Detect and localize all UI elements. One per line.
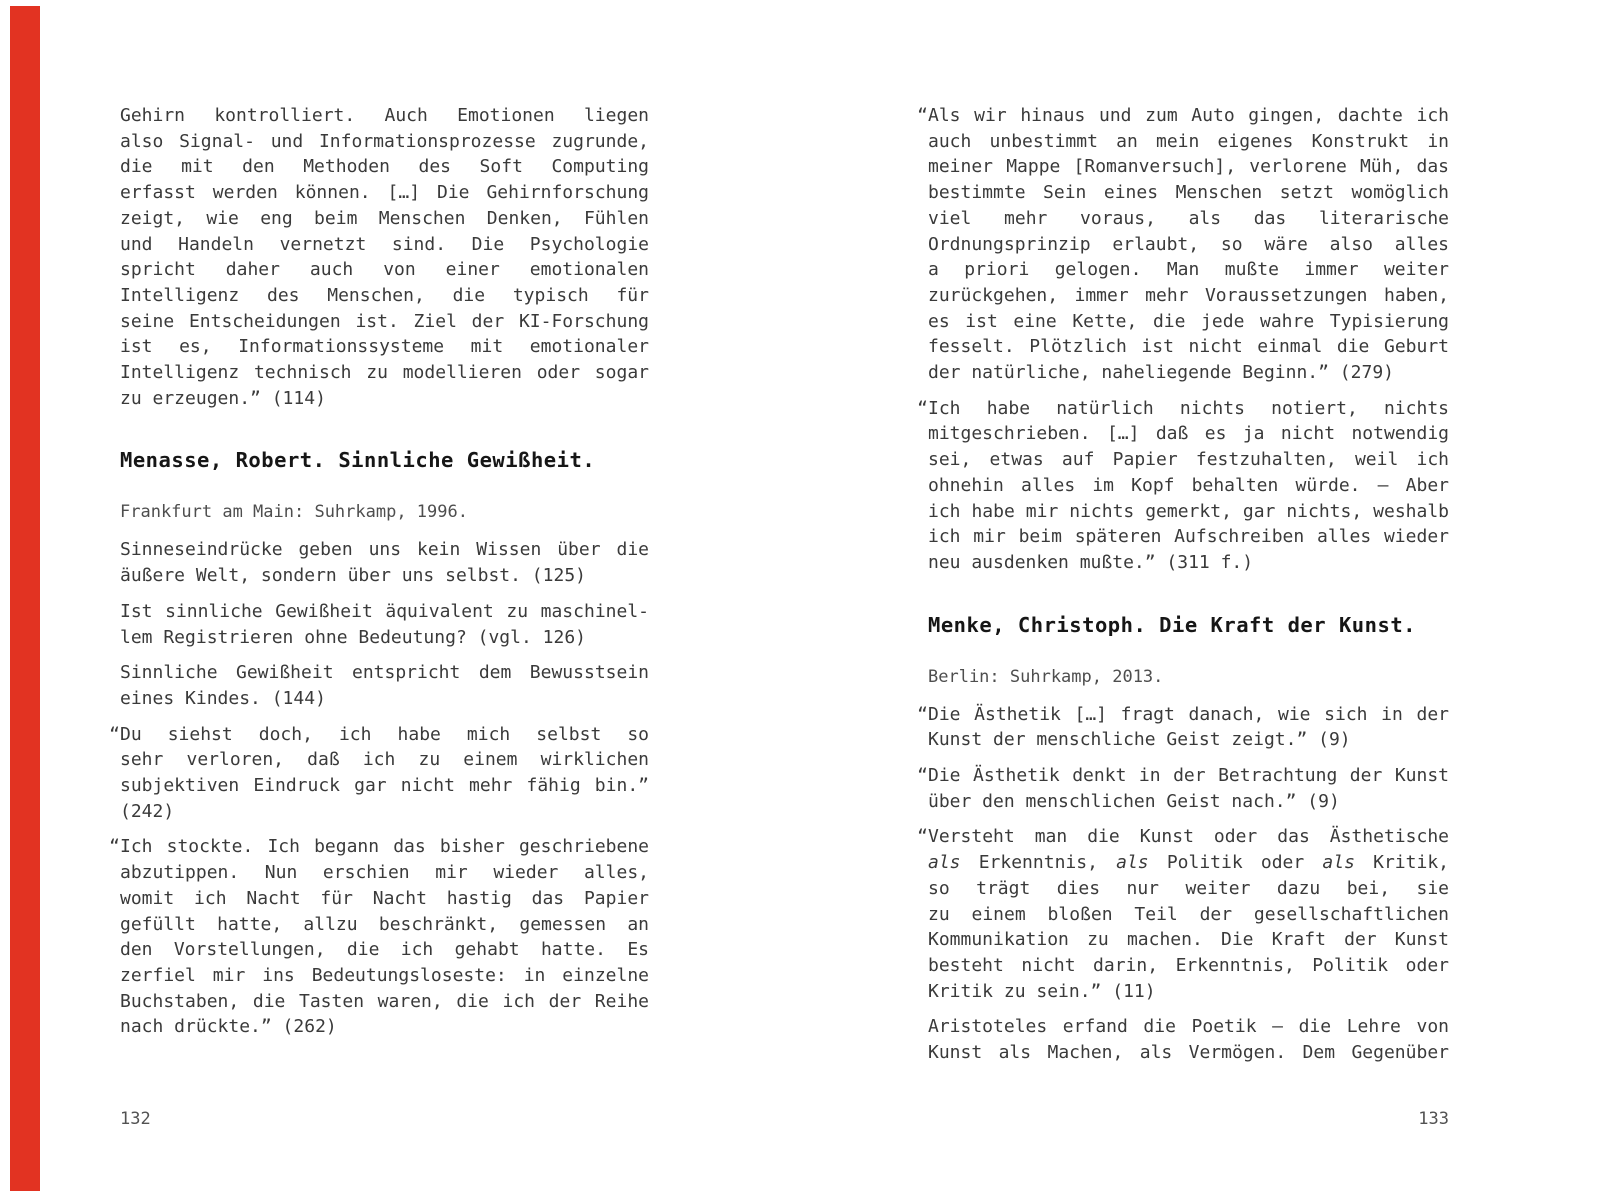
text-line: “Versteht man die Kunst oder das Ästhetische (917, 826, 1449, 848)
text-line: bestimmte Sein eines Menschen setzt womöglich (928, 182, 1449, 204)
text-line: Sinnliche Gewißheit entspricht dem Bewusstsein (120, 662, 649, 684)
page-left-column (109, 103, 649, 1050)
red-edge-stripe (10, 6, 40, 1191)
paragraph (120, 599, 649, 650)
text-line: Sinneseindrücke geben uns kein Wissen über die (120, 539, 649, 561)
text-line: den Vorstellungen, die ich gehabt hatte. Es (120, 939, 649, 961)
paragraph (120, 103, 649, 411)
text-line: Buchstaben, die Tasten waren, die ich der Reihe (120, 990, 649, 1012)
publication-line: Frankfurt am Main: Suhrkamp, 1996. (120, 502, 468, 523)
paragraph (917, 396, 1449, 576)
text-line: die mit den Methoden des Soft Computing (120, 156, 649, 178)
text-line: “Die Ästhetik […] fragt danach, wie sich in der (917, 703, 1449, 725)
text-line: “Du siehst doch, ich habe mich selbst so (109, 723, 649, 745)
publication-line: Berlin: Suhrkamp, 2013. (928, 666, 1164, 687)
text-line: abzutippen. Nun erschien mir wieder alles, (120, 862, 649, 884)
text-line: eines Kindes. (144) (120, 687, 326, 709)
paragraph (917, 702, 1449, 753)
text-line: ich mir beim späteren Aufschreiben alles wieder (928, 526, 1449, 548)
text-line: “Als wir hinaus und zum Auto gingen, dachte ich (917, 105, 1449, 126)
text-line: spricht daher auch von einer emotionalen (120, 259, 649, 281)
text-line: gefüllt hatte, allzu beschränkt, gemessen an (120, 913, 649, 935)
text-line: also Signal- und Informationsprozesse zugrunde, (120, 130, 649, 152)
text-line: erfasst werden können. […] Die Gehirnforschung (120, 182, 649, 204)
text-line: Intelligenz des Menschen, die typisch für (120, 284, 649, 306)
text-line: so trägt dies nur weiter dazu bei, sie (928, 877, 1449, 899)
paragraph (109, 834, 649, 1040)
text-line: sehr verloren, daß ich zu einem wirklichen (120, 749, 649, 771)
text-line: und Handeln vernetzt sind. Die Psychologie (120, 233, 649, 255)
text-line: sei, etwas auf Papier festzuhalten, weil ich (928, 449, 1449, 471)
text-line: lem Registrieren ohne Bedeutung? (vgl. 126) (120, 626, 586, 648)
text-line: äußere Welt, sondern über uns selbst. (125) (120, 565, 586, 587)
text-line: Intelligenz technisch zu modellieren oder sogar (120, 362, 649, 384)
text-line: zeigt, wie eng beim Menschen Denken, Fühlen (120, 207, 649, 229)
text-line: Gehirn kontrolliert. Auch Emotionen liegen (120, 105, 649, 126)
text-line: Aristoteles erfand die Poetik – die Lehre von (928, 1016, 1449, 1038)
text-line: Kunst als Machen, als Vermögen. Dem Gegenüber (928, 1042, 1449, 1064)
paragraph (917, 824, 1449, 1004)
text-line: als Erkenntnis, als Politik oder als Kritik, (928, 852, 1449, 874)
paragraph (928, 1014, 1449, 1065)
text-line: seine Entscheidungen ist. Ziel der KI-Forschung (120, 310, 649, 332)
text-line: mitgeschrieben. […] daß es ja nicht notwendig (928, 423, 1449, 445)
text-line: nach drückte.” (262) (120, 1016, 337, 1038)
text-line: zu erzeugen.” (114) (120, 387, 326, 409)
paragraph (917, 763, 1449, 814)
text-line: Ordnungsprinzip erlaubt, so wäre also alles (928, 233, 1449, 255)
text-line: Kunst der menschliche Geist zeigt.” (9) (928, 729, 1351, 751)
text-line: zu einem bloßen Teil der gesellschaftlichen (928, 903, 1449, 925)
page-number-right: 133 (1418, 1109, 1449, 1129)
paragraph (917, 103, 1449, 386)
book-heading: Menasse, Robert. Sinnliche Gewißheit. (120, 448, 596, 473)
text-line: fesselt. Plötzlich ist nicht einmal die Geburt (928, 336, 1449, 358)
text-line: (242) (120, 800, 175, 822)
text-line: ich habe mir nichts gemerkt, gar nichts, weshalb (928, 500, 1449, 522)
text-line: womit ich Nacht für Nacht hastig das Papier (120, 887, 649, 909)
text-line: auch unbestimmt an mein eigenes Konstrukt in (928, 130, 1449, 152)
text-line: zerfiel mir ins Bedeutungsloseste: in einzelne (120, 964, 649, 986)
text-line: es ist eine Kette, die jede wahre Typisierung (928, 310, 1449, 332)
paragraph (109, 722, 649, 825)
page-number-left: 132 (120, 1109, 151, 1129)
text-line: ohnehin alles im Kopf behalten würde. – Aber (928, 474, 1449, 496)
text-line: der natürliche, naheliegende Beginn.” (279) (928, 362, 1394, 384)
text-line: a priori gelogen. Man mußte immer weiter (928, 259, 1449, 281)
text-line: viel mehr voraus, als das literarische (928, 207, 1449, 229)
page-right-column (917, 103, 1449, 1076)
paragraph (120, 537, 649, 588)
text-line: zurückgehen, immer mehr Voraussetzungen haben, (928, 284, 1449, 306)
text-line: über den menschlichen Geist nach.” (9) (928, 790, 1340, 812)
text-line: “Ich habe natürlich nichts notiert, nichts (917, 397, 1449, 419)
text-line: ist es, Informationssysteme mit emotionaler (120, 336, 649, 358)
text-line: “Die Ästhetik denkt in der Betrachtung der Kunst (917, 765, 1449, 787)
text-line: Kritik zu sein.” (11) (928, 980, 1156, 1002)
book-heading: Menke, Christoph. Die Kraft der Kunst. (928, 612, 1416, 637)
text-line: Kommunikation zu machen. Die Kraft der Kunst (928, 929, 1449, 951)
text-line: meiner Mappe [Romanversuch], verlorene Müh, das (928, 156, 1449, 178)
text-line: neu ausdenken mußte.” (311 f.) (928, 551, 1254, 573)
text-line: “Ich stockte. Ich begann das bisher geschriebene (109, 836, 649, 858)
text-line: besteht nicht darin, Erkenntnis, Politik oder (928, 954, 1449, 976)
text-line: Ist sinnliche Gewißheit äquivalent zu maschinel- (120, 600, 649, 622)
paragraph (120, 660, 649, 711)
text-line: subjektiven Eindruck gar nicht mehr fähig bin.” (120, 775, 649, 797)
